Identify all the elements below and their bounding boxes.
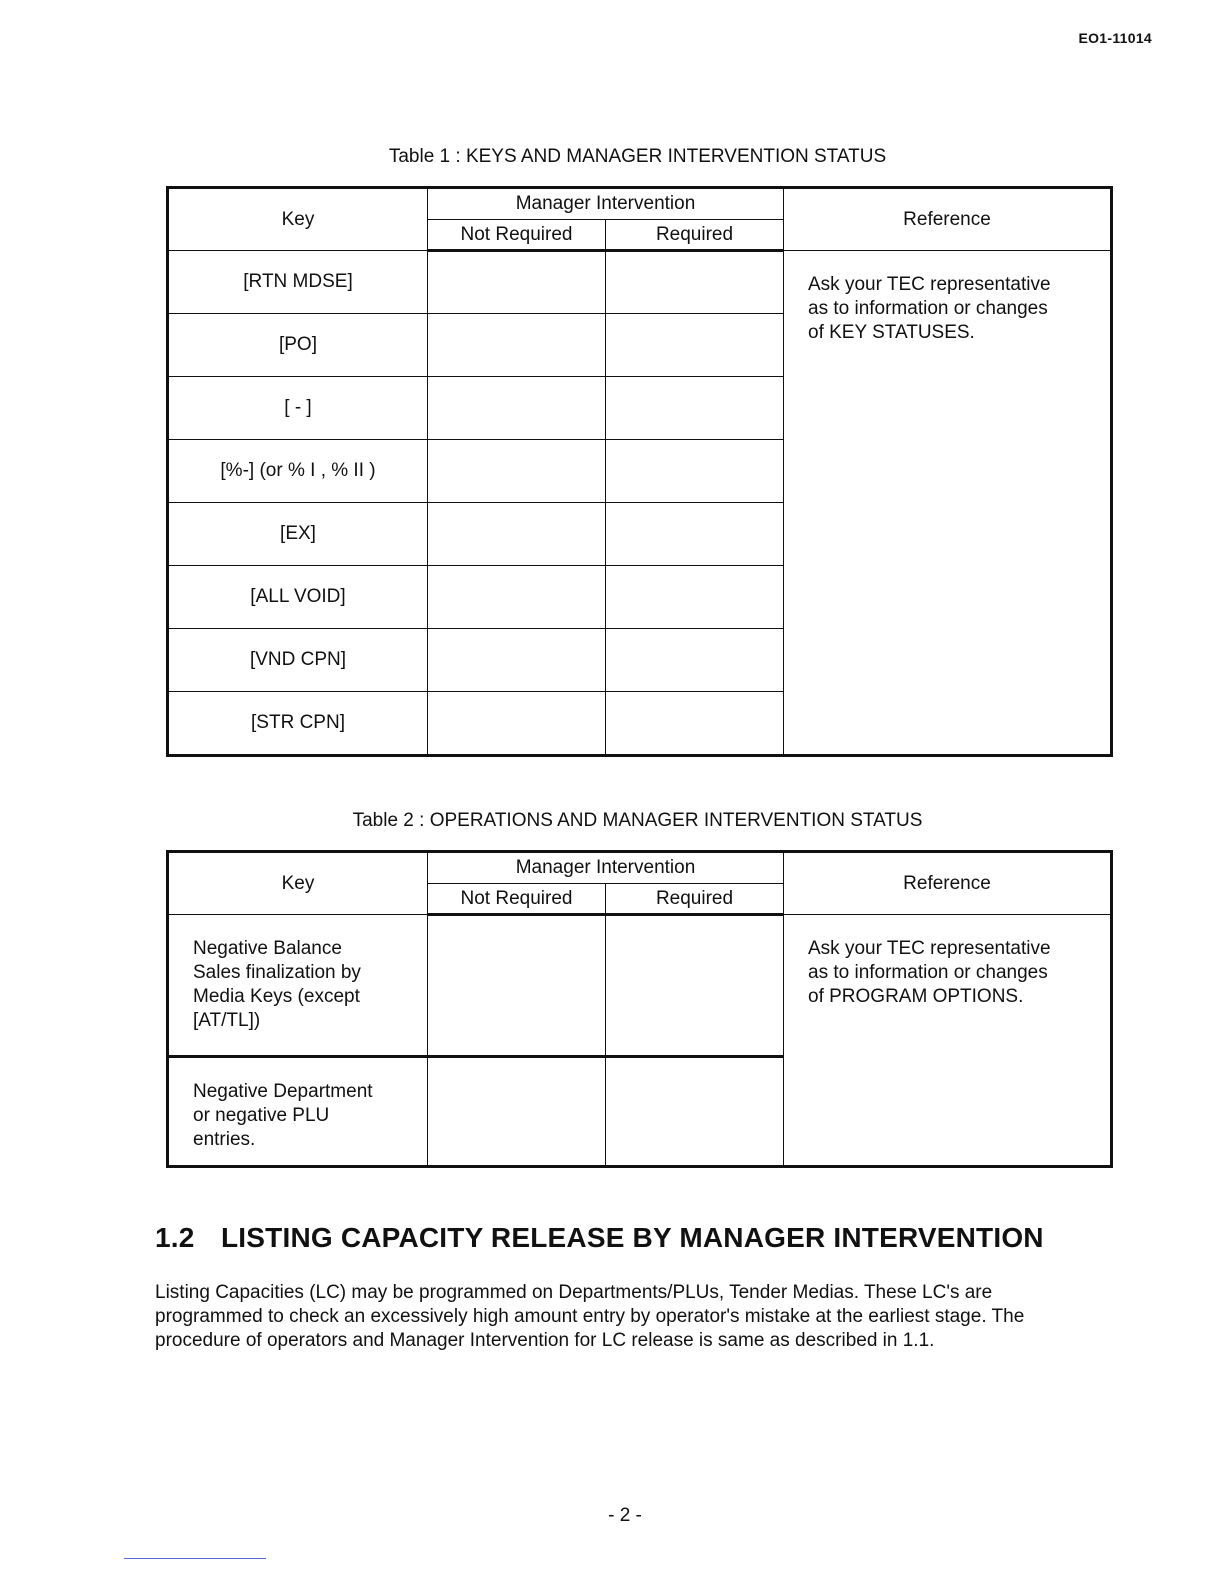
table2-reference-note: Ask your TEC representative as to information or changes of PROGRAM OPTIONS. <box>784 915 1112 1167</box>
section-heading <box>155 1222 1044 1254</box>
required-cell <box>606 692 784 756</box>
required-cell <box>606 440 784 503</box>
operation-cell: Negative Balance Sales finalization by Media Keys (except [AT/TL]) <box>168 915 428 1057</box>
table1-caption: Table 1 : KEYS AND MANAGER INTERVENTION STATUS <box>388 146 887 167</box>
key-cell: [%-] (or % I , % II ) <box>168 440 428 503</box>
section-title: LISTING CAPACITY RELEASE BY MANAGER INTERVENTION <box>221 1222 1044 1253</box>
table2-header-manager-intervention: Manager Intervention <box>428 852 784 884</box>
not-required-cell <box>428 915 606 1057</box>
table2-header-key: Key <box>168 852 428 915</box>
key-cell: [EX] <box>168 503 428 566</box>
not-required-cell <box>428 251 606 314</box>
bottom-rule <box>124 1558 266 1559</box>
page-number: - 2 - <box>608 1505 642 1526</box>
table-row <box>168 251 1112 314</box>
table1-header-manager-intervention: Manager Intervention <box>428 188 784 220</box>
table1-header-not-required: Not Required <box>428 220 606 251</box>
table1-header-reference: Reference <box>784 188 1112 251</box>
required-cell <box>606 377 784 440</box>
not-required-cell <box>428 629 606 692</box>
operations-table <box>166 850 1113 1168</box>
document-id: EO1-11014 <box>1078 30 1152 46</box>
table2-caption: Table 2 : OPERATIONS AND MANAGER INTERVENTION STATUS <box>352 810 923 831</box>
key-cell: [STR CPN] <box>168 692 428 756</box>
required-cell <box>606 314 784 377</box>
required-cell <box>606 503 784 566</box>
section-body: Listing Capacities (LC) may be programmed on Departments/PLUs, Tender Medias. These LC's are programmed to check an excessively high amount entry by operator's mistake at the earliest stage. The procedure of operators and Manager Intervention for LC release is same as described in 1.1. <box>155 1282 1025 1351</box>
table-row <box>168 915 1112 1057</box>
key-cell: [ - ] <box>168 377 428 440</box>
not-required-cell <box>428 377 606 440</box>
required-cell <box>606 629 784 692</box>
key-cell: [PO] <box>168 314 428 377</box>
required-cell <box>606 251 784 314</box>
key-cell: [RTN MDSE] <box>168 251 428 314</box>
not-required-cell <box>428 692 606 756</box>
not-required-cell <box>428 503 606 566</box>
not-required-cell <box>428 314 606 377</box>
not-required-cell <box>428 1057 606 1167</box>
table1-header-required: Required <box>606 220 784 251</box>
keys-table <box>166 186 1113 757</box>
table2-header-not-required: Not Required <box>428 884 606 915</box>
table2-header-required: Required <box>606 884 784 915</box>
table1-header-key: Key <box>168 188 428 251</box>
key-cell: [VND CPN] <box>168 629 428 692</box>
operation-cell: Negative Department or negative PLU entries. <box>168 1057 428 1167</box>
table2-header-reference: Reference <box>784 852 1112 915</box>
key-cell: [ALL VOID] <box>168 566 428 629</box>
required-cell <box>606 1057 784 1167</box>
not-required-cell <box>428 440 606 503</box>
not-required-cell <box>428 566 606 629</box>
required-cell <box>606 915 784 1057</box>
table1-reference-note: Ask your TEC representative as to information or changes of KEY STATUSES. <box>784 251 1112 756</box>
section-number: 1.2 <box>155 1222 195 1253</box>
required-cell <box>606 566 784 629</box>
